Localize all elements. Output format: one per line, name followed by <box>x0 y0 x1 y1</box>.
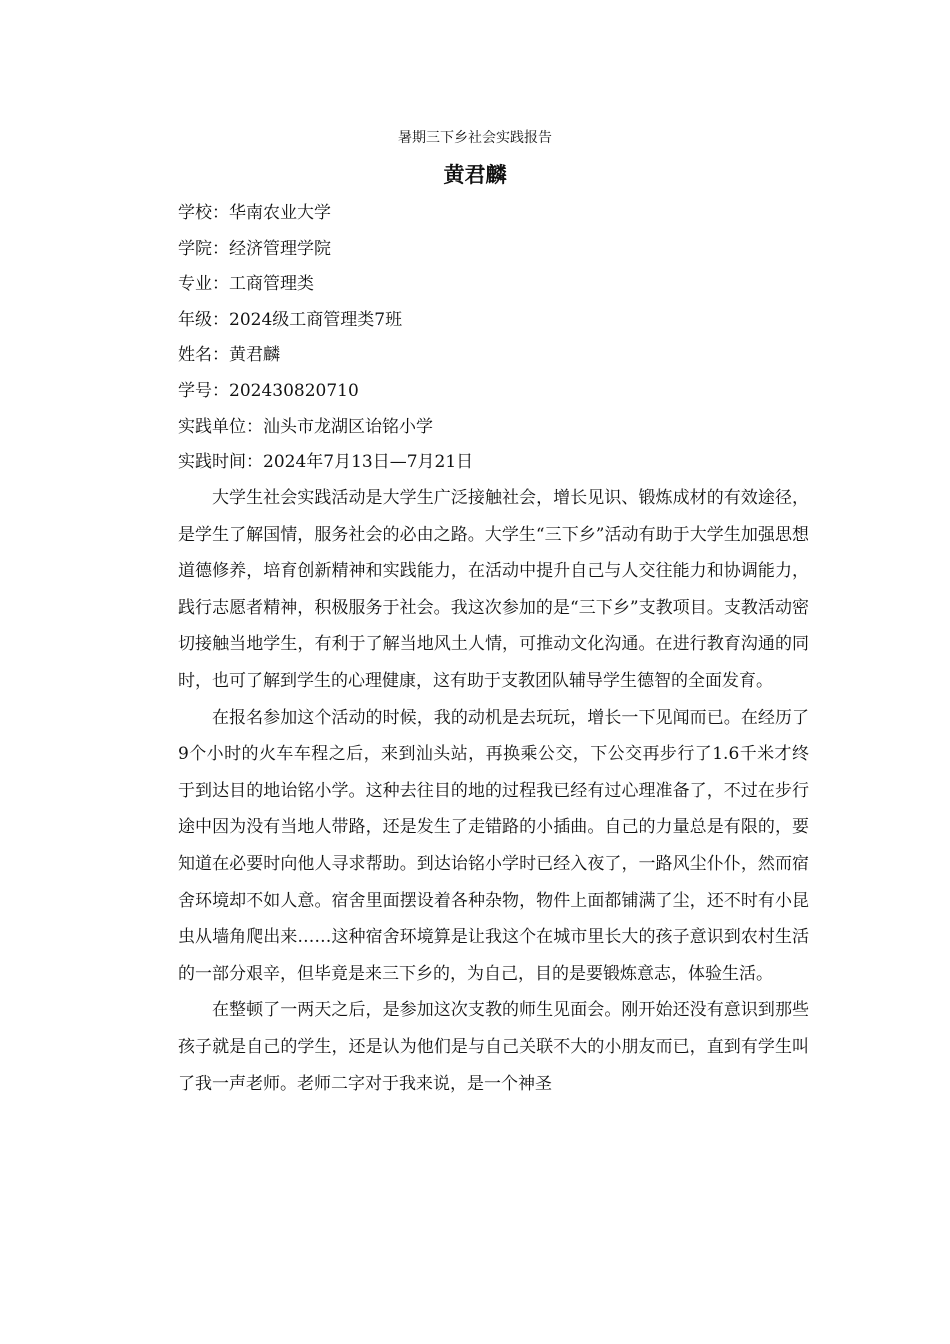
document-header: 暑期三下乡社会实践报告 <box>398 130 552 146</box>
info-major: 专业：工商管理类 <box>178 274 314 295</box>
info-college: 学院：经济管理学院 <box>178 238 331 259</box>
info-school: 学校：华南农业大学 <box>178 203 331 223</box>
info-grade: 年级：2024级工商管理类7班 <box>178 309 403 330</box>
info-student-id: 学号：202430820710 <box>178 380 359 401</box>
report-body <box>178 480 809 1102</box>
info-practice-unit: 实践单位：汕头市龙湖区诒铭小学 <box>178 416 433 437</box>
student-info <box>178 196 818 481</box>
paragraph: 在整顿了一两天之后，是参加这次支教的师生见面会。刚开始还没有意识到那些孩子就是自己的学生，还是认为他们是与自己关联不大的小朋友而已，直到有学生叫了我一声老师。老师二字对于我来说，是一个神圣 <box>178 1000 809 1094</box>
paragraph: 在报名参加这个活动的时候，我的动机是去玩玩，增长一下见闻而已。在经历了9个小时的火车车程之后，来到汕头站，再换乘公交，下公交再步行了1.6千米才终于到达目的地诒铭小学。这种去往目的地的过程我已经有过心理准备了，不过在步行途中因为没有当地人带路，还是发生了走错路的小插曲。自己的力量总是有限的，要知道在必要时向他人寻求帮助。到达诒铭小学时已经入夜了，一路风尘仆仆，然而宿舍环境却不如人意。宿舍里面摆设着各种杂物，物件上面都铺满了尘，还不时有小昆虫从墙角爬出来……这种宿舍环境算是让我这个在城市里长大的孩子意识到农村生活的一部分艰辛，但毕竟是来三下乡的，为自己，目的是要锻炼意志，体验生活。 <box>178 707 809 984</box>
author-title: 黄君麟 <box>443 163 507 187</box>
info-name: 姓名：黄君麟 <box>178 345 280 366</box>
paragraph: 大学生社会实践活动是大学生广泛接触社会，增长见识、锻炼成材的有效途径，是学生了解国情，服务社会的必由之路。大学生“三下乡”活动有助于大学生加强思想道德修养，培育创新精神和实践能力，在活动中提升自己与人交往能力和协调能力，践行志愿者精神，积极服务于社会。我这次参加的是“三下乡”支教项目。支教活动密切接触当地学生，有利于了解当地风土人情，可推动文化沟通。在进行教育沟通的同时，也可了解到学生的心理健康，这有助于支教团队辅导学生德智的全面发育。 <box>178 488 809 691</box>
info-practice-time: 实践时间：2024年7月13日—7月21日 <box>178 452 474 473</box>
